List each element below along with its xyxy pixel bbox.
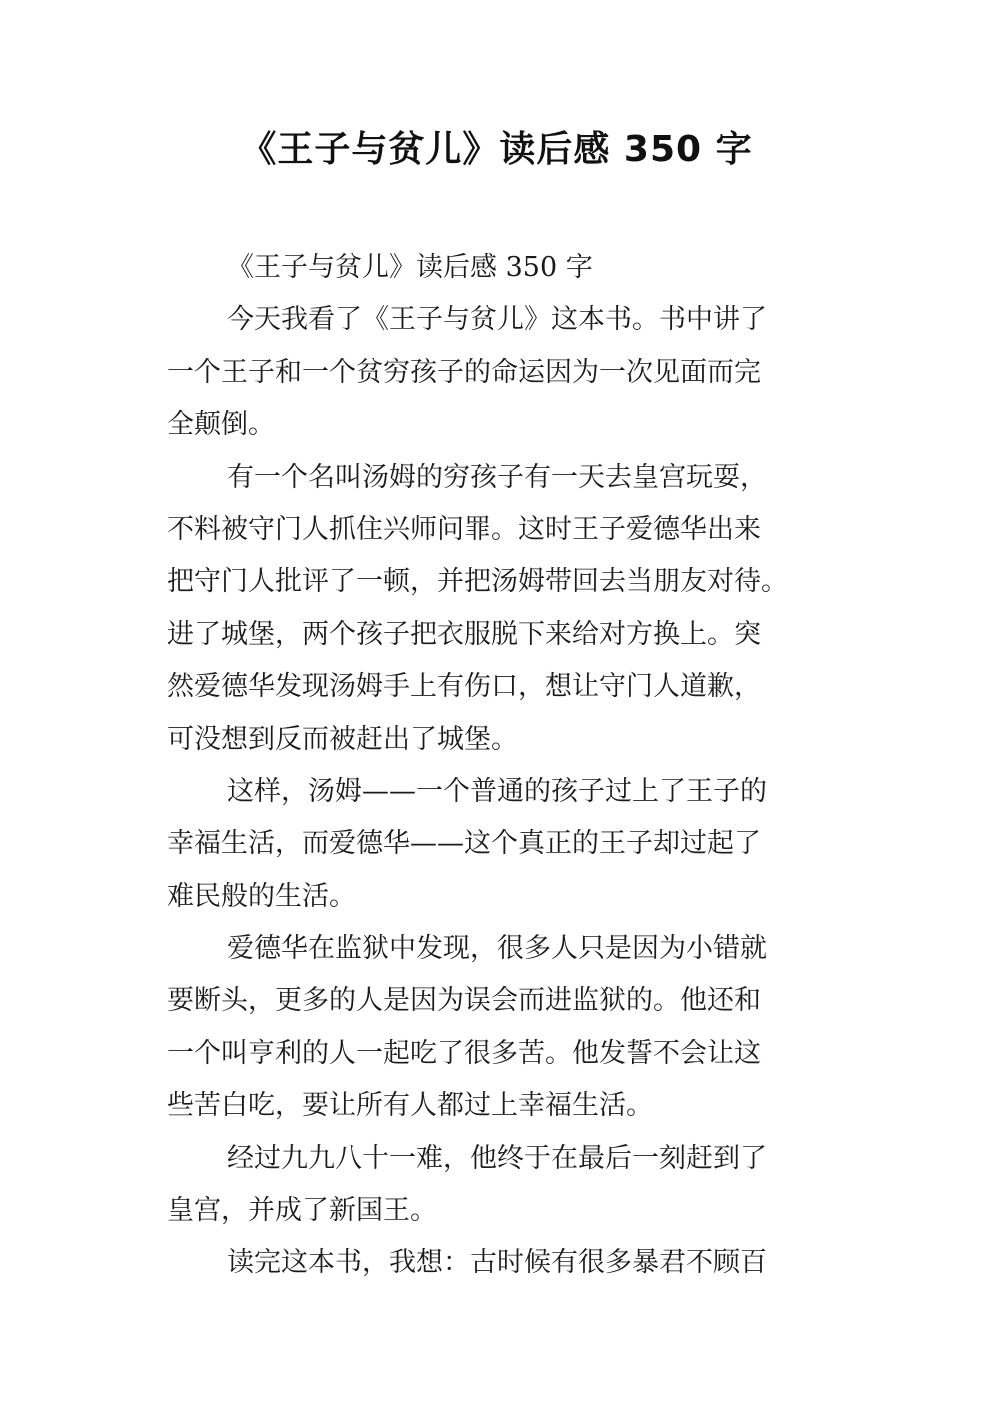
text-line: 一个王子和一个贫穷孩子的命运因为一次见面而完 <box>167 356 761 388</box>
text-line: 幸福生活，而爱德华——这个真正的王子却过起了 <box>167 828 761 860</box>
text-line: 经过九九八十一难，他终于在最后一刻赶到了 <box>227 1142 767 1174</box>
text-line: 《王子与贫儿》读后感 350 字 <box>227 252 593 283</box>
text-line: 爱德华在监狱中发现，很多人只是因为小错就 <box>227 933 767 965</box>
text-line: 有一个名叫汤姆的穷孩子有一天去皇宫玩耍， <box>227 461 767 493</box>
text-line: 全颠倒。 <box>167 409 275 441</box>
text-line: 难民般的生活。 <box>167 880 356 912</box>
text-line: 一个叫亨利的人一起吃了很多苦。他发誓不会让这 <box>167 1037 761 1069</box>
text-line: 然爱德华发现汤姆手上有伤口，想让守门人道歉， <box>167 671 761 703</box>
text-line: 把守门人批评了一顿，并把汤姆带回去当朋友对待。 <box>167 566 788 598</box>
text-line: 可没想到反而被赶出了城堡。 <box>167 723 518 755</box>
document-body <box>167 242 832 1290</box>
document-title: 《王子与贫儿》读后感 350 字 <box>240 129 753 170</box>
text-line: 些苦白吃，要让所有人都过上幸福生活。 <box>167 1090 653 1122</box>
text-line: 进了城堡，两个孩子把衣服脱下来给对方换上。突 <box>167 618 761 650</box>
text-line: 这样，汤姆——一个普通的孩子过上了王子的 <box>227 775 767 807</box>
text-line: 今天我看了《王子与贫儿》这本书。书中讲了 <box>227 304 767 336</box>
text-line: 要断头，更多的人是因为误会而进监狱的。他还和 <box>167 985 761 1017</box>
text-line: 读完这本书，我想：古时候有很多暴君不顾百 <box>227 1247 767 1279</box>
text-line: 不料被守门人抓住兴师问罪。这时王子爱德华出来 <box>167 513 761 545</box>
text-line: 皇宫，并成了新国王。 <box>167 1195 437 1227</box>
